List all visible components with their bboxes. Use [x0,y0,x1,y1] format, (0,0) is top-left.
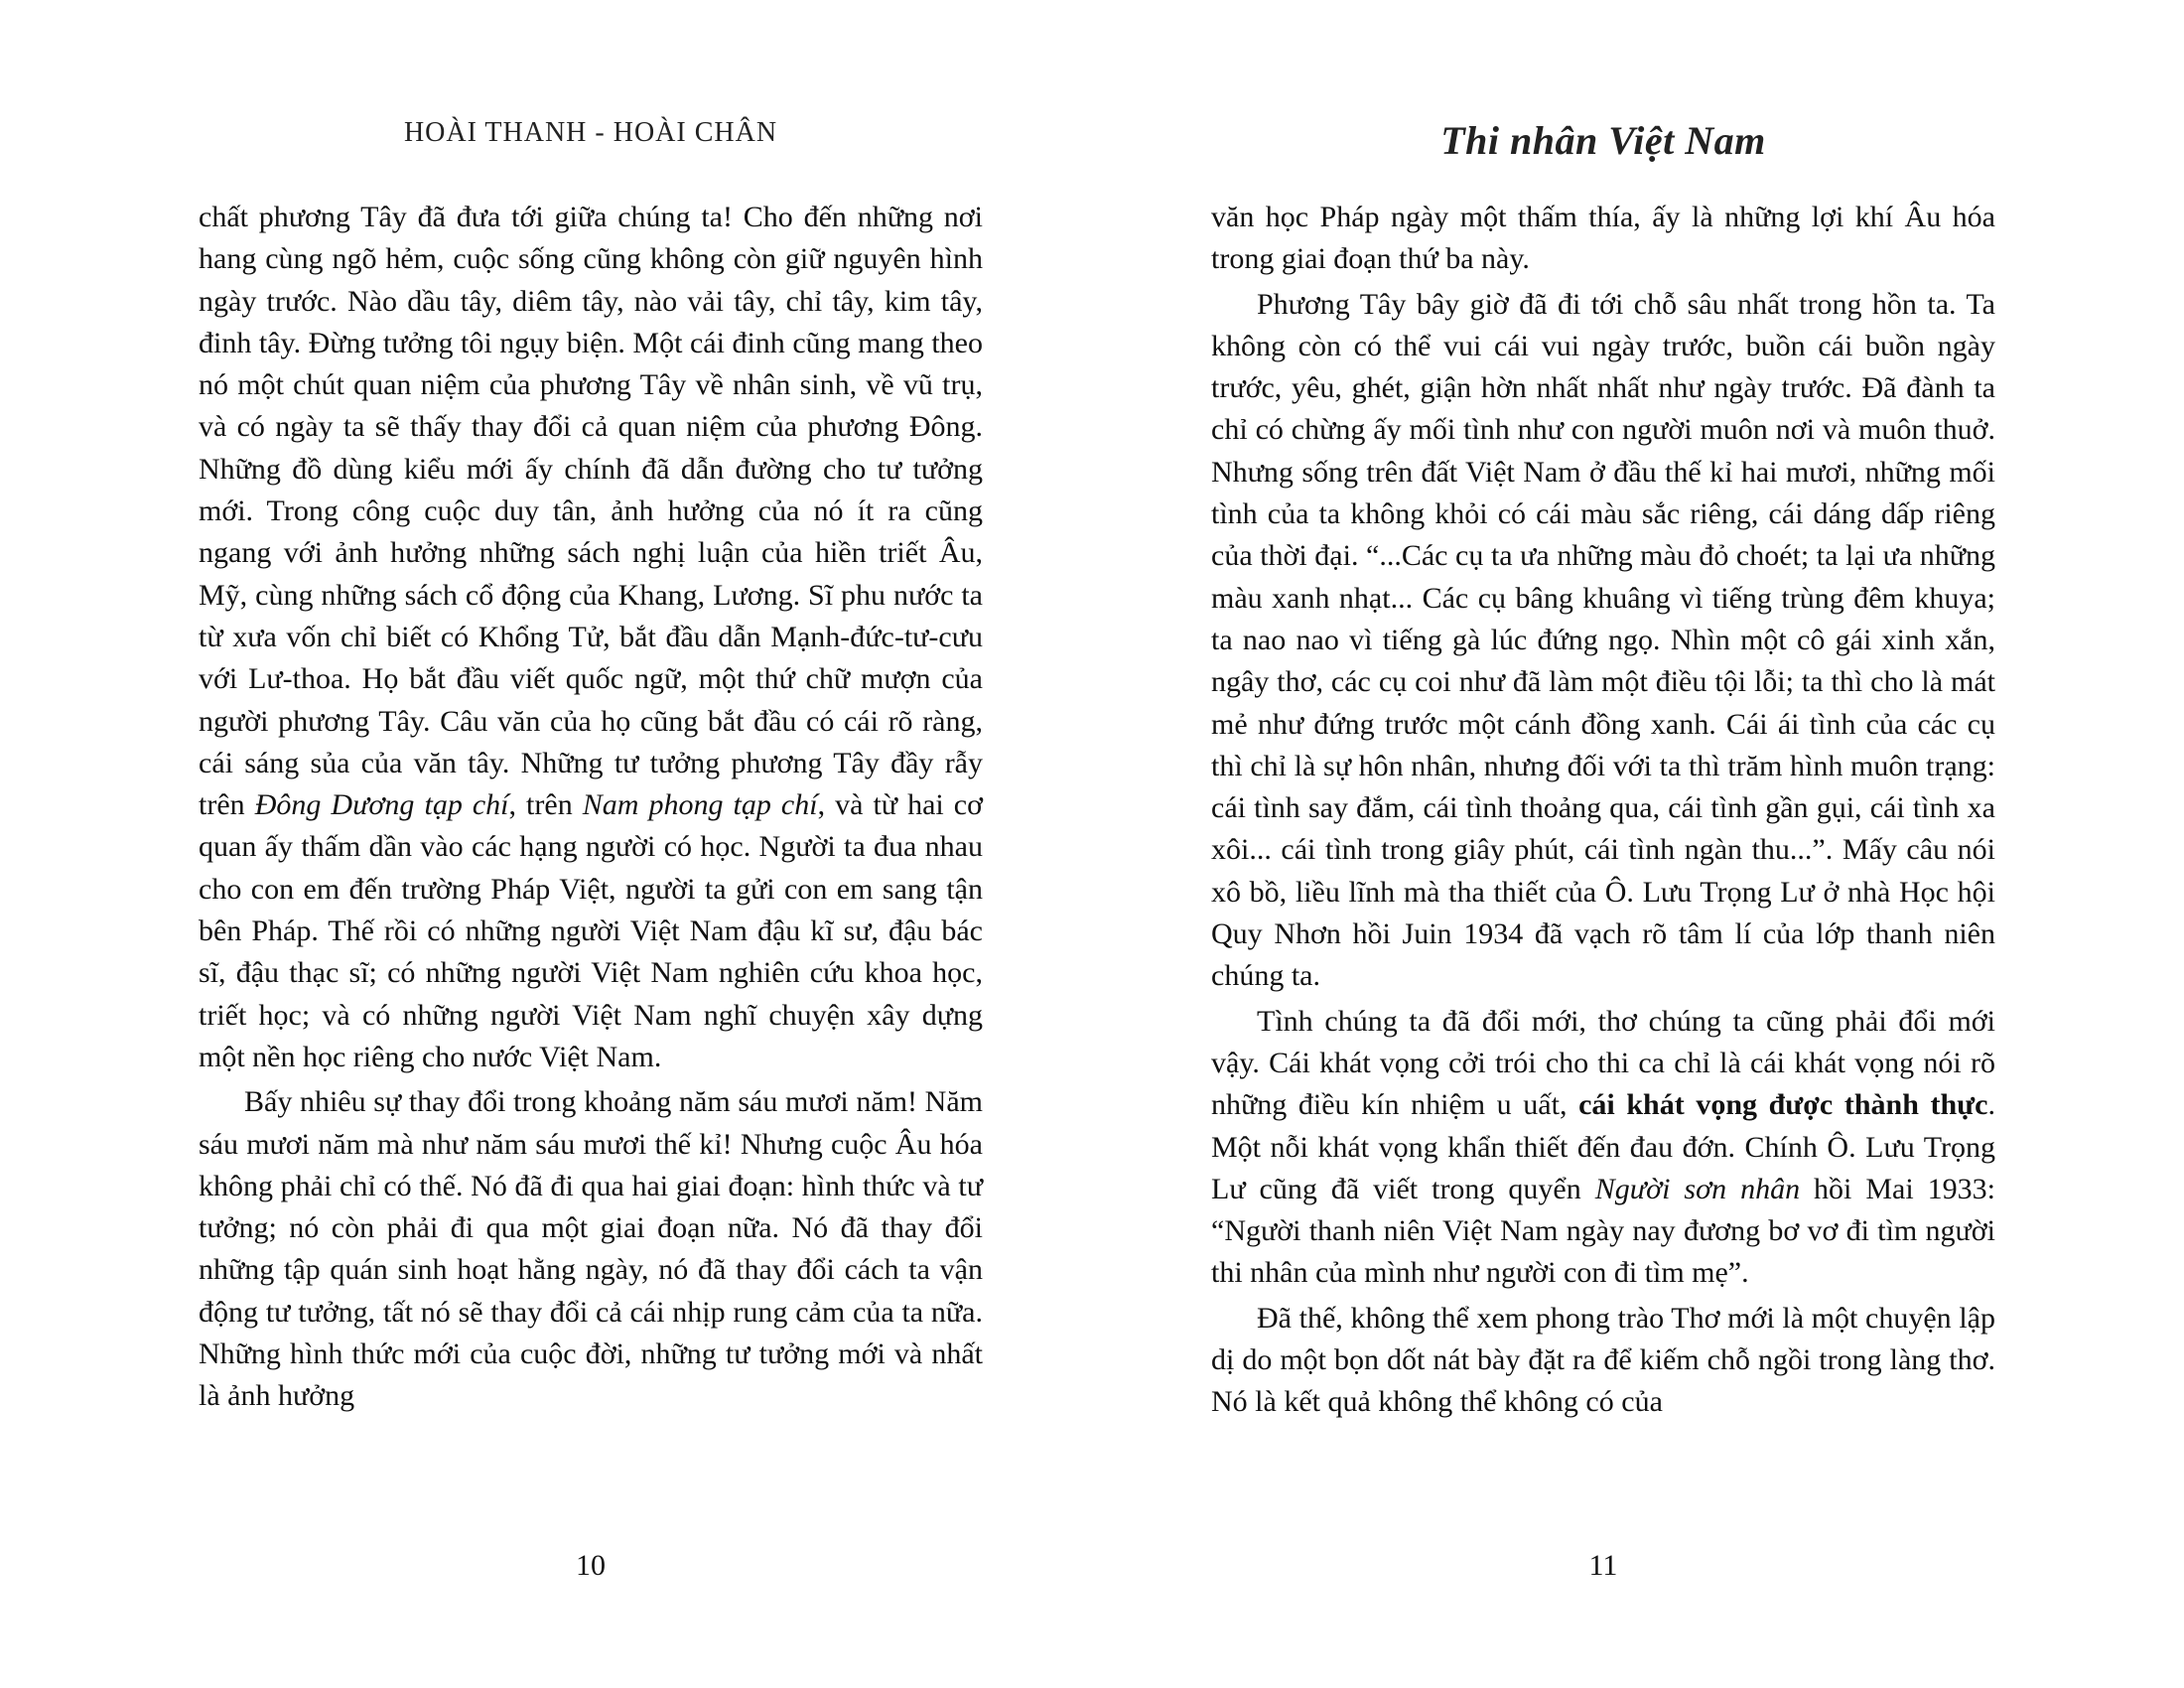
paragraph [1211,1298,1995,1424]
text-run: , trên [508,788,583,822]
italic-title: Nam phong tạp chí [582,788,818,822]
paragraph [1211,197,1995,281]
running-header-title: Thi nhân Việt Nam [1440,118,1766,163]
running-header-author: HOÀI THANH - HOÀI CHÂN [403,117,778,148]
page-number: 10 [576,1549,606,1582]
page-number: 11 [1588,1549,1618,1582]
text-run: Bấy nhiêu sự thay đổi trong khoảng năm sáu mươi năm! Năm sáu mươi năm mà như năm sáu mươi thế kỉ! Nhưng cuộc Âu hóa không phải chỉ có thế. Nó đã đi qua hai giai đoạn: hình thức và tư tưởng; nó còn phải đi qua một giai đoạn nữa. Nó đã thay đổi những tập quán sinh hoạt hằng ngày, nó đã thay đổi cách ta vận động tư tưởng, tất nó sẽ thay đổi cả cái nhịp rung cảm của ta nữa. Những hình thức mới của cuộc đời, những tư tưởng mới và nhất là ảnh hưởng [199,1085,983,1413]
text-run: . Một nỗi khát vọng khẩn thiết đến đau đớn. Chính Ô. Lưu Trọng Lư cũng đã viết trong quyển [1211,1088,1995,1205]
paragraph [1211,284,1995,998]
page-body [199,197,983,1418]
paragraph [199,197,983,1078]
bold-emphasis: cái khát vọng được thành thực [1578,1088,1988,1122]
italic-title: Đông Dương tạp chí [254,788,509,822]
text-run: hồi Mai 1933: “Người thanh niên Việt Nam ngày nay đương bơ vơ đi tìm người thi nhân của mình như người con đi tìm mẹ”. [1211,1172,1996,1290]
right-page [1092,0,2184,1688]
paragraph [199,1081,983,1417]
text-run: Tình chúng ta đã đổi mới, thơ chúng ta cũng phải đổi mới vậy. Cái khát vọng cởi trói cho thi ca chỉ là cái khát vọng nói rõ những điều kín nhiệm u uất, [1211,1004,1995,1122]
text-run: , và từ hai cơ quan ấy thấm dần vào các hạng người có học. Người ta đua nhau cho con em đến trường Pháp Việt, người ta gửi con em sang tận bên Pháp. Thế rồi có những người Việt Nam đậu kĩ sư, đậu bác sĩ, đậu thạc sĩ; có những người Việt Nam nghiên cứu khoa học, triết học; và có những người Việt Nam nghĩ chuyện xây dựng một nền học riêng cho nước Việt Nam. [199,788,983,1073]
italic-title: Người sơn nhân [1594,1172,1801,1205]
text-run: chất phương Tây đã đưa tới giữa chúng ta! Cho đến những nơi hang cùng ngõ hẻm, cuộc sống cũng không còn giữ nguyên hình ngày trước. Nào dầu tây, diêm tây, nào vải tây, chỉ tây, kim tây, đinh tây. Đừng tưởng tôi ngụy biện. Một cái đinh cũng mang theo nó một chút quan niệm của phương Tây về nhân sinh, về vũ trụ, và có ngày ta sẽ thấy thay đổi cả quan niệm của phương Đông. Những đồ dùng kiểu mới ấy chính đã dẫn đường cho tư tưởng mới. Trong công cuộc duy tân, ảnh hưởng của nó ít ra cũng ngang với ảnh hưởng những sách nghị luận của hiền triết Âu, Mỹ, cùng những sách cổ động của Khang, Lương. Sĩ phu nước ta từ xưa vốn chỉ biết có Khổng Tử, bắt đầu dẫn Mạnh-đức-tư-cưu với Lư-thoa. Họ bắt đầu viết quốc ngữ, một thứ chữ mượn của người phương Tây. Câu văn của họ cũng bắt đầu có cái rõ ràng, cái sáng sủa của văn tây. Những tư tưởng phương Tây đầy rẫy trên [199,201,983,822]
text-run: văn học Pháp ngày một thấm thía, ấy là những lợi khí Âu hóa trong giai đoạn thứ ba này. [1211,201,1995,276]
text-run: Đã thế, không thể xem phong trào Thơ mới là một chuyện lập dị do một bọn dốt nát bày đặt ra để kiếm chỗ ngồi trong làng thơ. Nó là kết quả không thể không có của [1211,1301,1995,1419]
paragraph [1211,1001,1995,1295]
text-run: Phương Tây bây giờ đã đi tới chỗ sâu nhất trong hồn ta. Ta không còn có thể vui cái vui ngày trước, buồn cái buồn ngày trước, yêu, ghét, giận hờn nhất nhất như ngày trước. Đã đành ta chỉ có chừng ấy mối tình như con người muôn nơi và muôn thuở. Nhưng sống trên đất Việt Nam ở đầu thế kỉ hai mươi, những mối tình của ta không khỏi có cái màu sắc riêng, cái dáng dấp riêng của thời đại. “...Các cụ ta ưa những màu đỏ choét; ta lại ưa những màu xanh nhạt... Các cụ bâng khuâng vì tiếng trùng đêm khuya; ta nao nao vì tiếng gà lúc đứng ngọ. Nhìn một cô gái xinh xắn, ngây thơ, các cụ coi như đã làm một điều tội lỗi; ta thì cho là mát mẻ như đứng trước một cánh đồng xanh. Cái ái tình của các cụ thì chỉ là sự hôn nhân, nhưng đối với ta thì trăm hình muôn trạng: cái tình say đắm, cái tình thoảng qua, cái tình gần gụi, cái tình xa xôi... cái tình trong giây phút, cái tình ngàn thu...”. Mấy câu nói xô bồ, liều lĩnh mà tha thiết của Ô. Lưu Trọng Lư ở nhà Học hội Quy Nhơn hồi Juin 1934 đã vạch rõ tâm lí của lớp thanh niên chúng ta. [1211,287,1995,993]
page-body [1211,197,1995,1424]
